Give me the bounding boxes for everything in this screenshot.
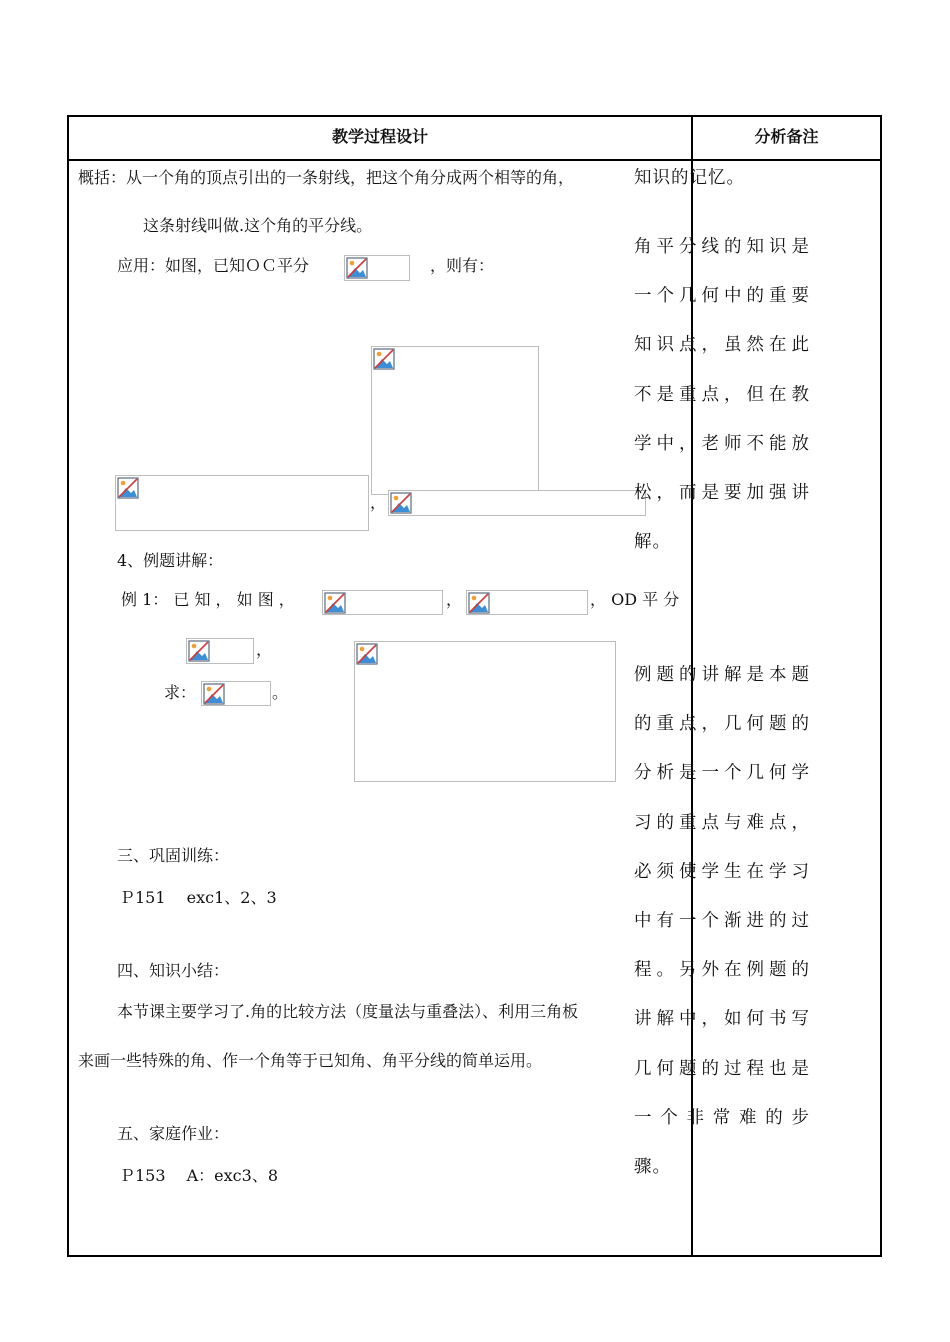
application-text: 应用：如图，已知ＯＣ平分 xyxy=(117,256,310,275)
note-line: 例题的讲解是本题 xyxy=(634,665,810,685)
broken-image-icon xyxy=(117,477,139,499)
note-line: 几何题的过程也是 xyxy=(634,1058,810,1079)
figure-image-2 xyxy=(354,641,616,782)
note-line: 一 个 非 常 难 的 步 xyxy=(634,1107,810,1128)
broken-image-icon xyxy=(188,640,210,662)
header-analysis-notes: 分析备注 xyxy=(754,127,819,146)
broken-image-icon xyxy=(373,348,395,370)
formula-image-5 xyxy=(466,590,588,615)
section-5-heading: 五、家庭作业： xyxy=(117,1124,230,1143)
example-suffix: ， OD 平 分 xyxy=(590,590,680,609)
section-3-body: Ｐ151 exc1、2、3 xyxy=(119,888,277,907)
formula-image-3 xyxy=(388,490,646,516)
formula-image-1 xyxy=(344,255,410,281)
formula-image-6 xyxy=(186,638,254,664)
note-example xyxy=(634,651,810,1192)
section-4-heading: 四、知识小结： xyxy=(117,961,230,980)
note-line: 讲解中，如何书写 xyxy=(634,1009,810,1030)
note-line: 解。 xyxy=(634,532,671,553)
note-memory xyxy=(634,154,810,203)
note-line: 知识的记忆。 xyxy=(634,168,745,188)
note-line: 分析是一个几何学 xyxy=(634,763,810,784)
note-line: 知识点，虽然在此 xyxy=(634,335,810,356)
example-find: 求： xyxy=(164,683,197,702)
figure-image-1 xyxy=(371,346,539,495)
note-line: 一个几何中的重要 xyxy=(634,286,810,307)
application-suffix: ，则有： xyxy=(430,256,495,275)
broken-image-icon xyxy=(390,492,412,514)
note-line: 角平分线的知识是 xyxy=(634,237,810,257)
note-line: 程。另外在例题的 xyxy=(634,960,810,981)
broken-image-icon xyxy=(356,643,378,665)
broken-image-icon xyxy=(203,683,225,705)
comma-separator: ， xyxy=(370,493,387,512)
broken-image-icon xyxy=(324,592,346,614)
summary-line-2: 这条射线叫做.这个角的平分线。 xyxy=(143,216,373,235)
section-4-line-2: 来画一些特殊的角、作一个角等于已知角、角平分线的简单运用。 xyxy=(78,1051,543,1070)
section-4-line-1: 本节课主要学习了.角的比较方法（度量法与重叠法）、利用三角板 xyxy=(117,1002,579,1021)
note-line: 的重点，几何题的 xyxy=(634,714,810,735)
example-heading: 4、例题讲解： xyxy=(117,551,224,570)
example-comma: ， xyxy=(446,590,463,609)
formula-image-7 xyxy=(201,681,271,706)
example-period: 。 xyxy=(272,683,289,702)
formula-image-2 xyxy=(115,475,369,531)
example-prefix: 例 1： 已 知 ， 如 图 ， xyxy=(121,590,295,609)
note-line: 骤。 xyxy=(634,1157,671,1178)
note-line: 习的重点与难点， xyxy=(634,812,810,833)
broken-image-icon xyxy=(346,257,368,279)
header-teaching-process: 教学过程设计 xyxy=(331,127,428,146)
section-3-heading: 三、巩固训练： xyxy=(117,846,230,865)
note-line: 中有一个渐进的过 xyxy=(634,911,810,932)
note-line: 必须使学生在学习 xyxy=(634,861,810,882)
summary-line-1: 概括：从一个角的顶点引出的一条射线，把这个角分成两个相等的角， xyxy=(78,168,575,187)
note-line: 学中，老师不能放 xyxy=(634,433,810,454)
section-5-body: Ｐ153 A：exc3、8 xyxy=(119,1166,278,1185)
formula-image-4 xyxy=(322,590,443,615)
note-angle-bisector xyxy=(634,223,810,567)
broken-image-icon xyxy=(468,592,490,614)
note-line: 不是重点，但在教 xyxy=(634,384,810,405)
example-comma-2: ， xyxy=(256,640,273,659)
note-line: 松，而是要加强讲 xyxy=(634,483,810,504)
